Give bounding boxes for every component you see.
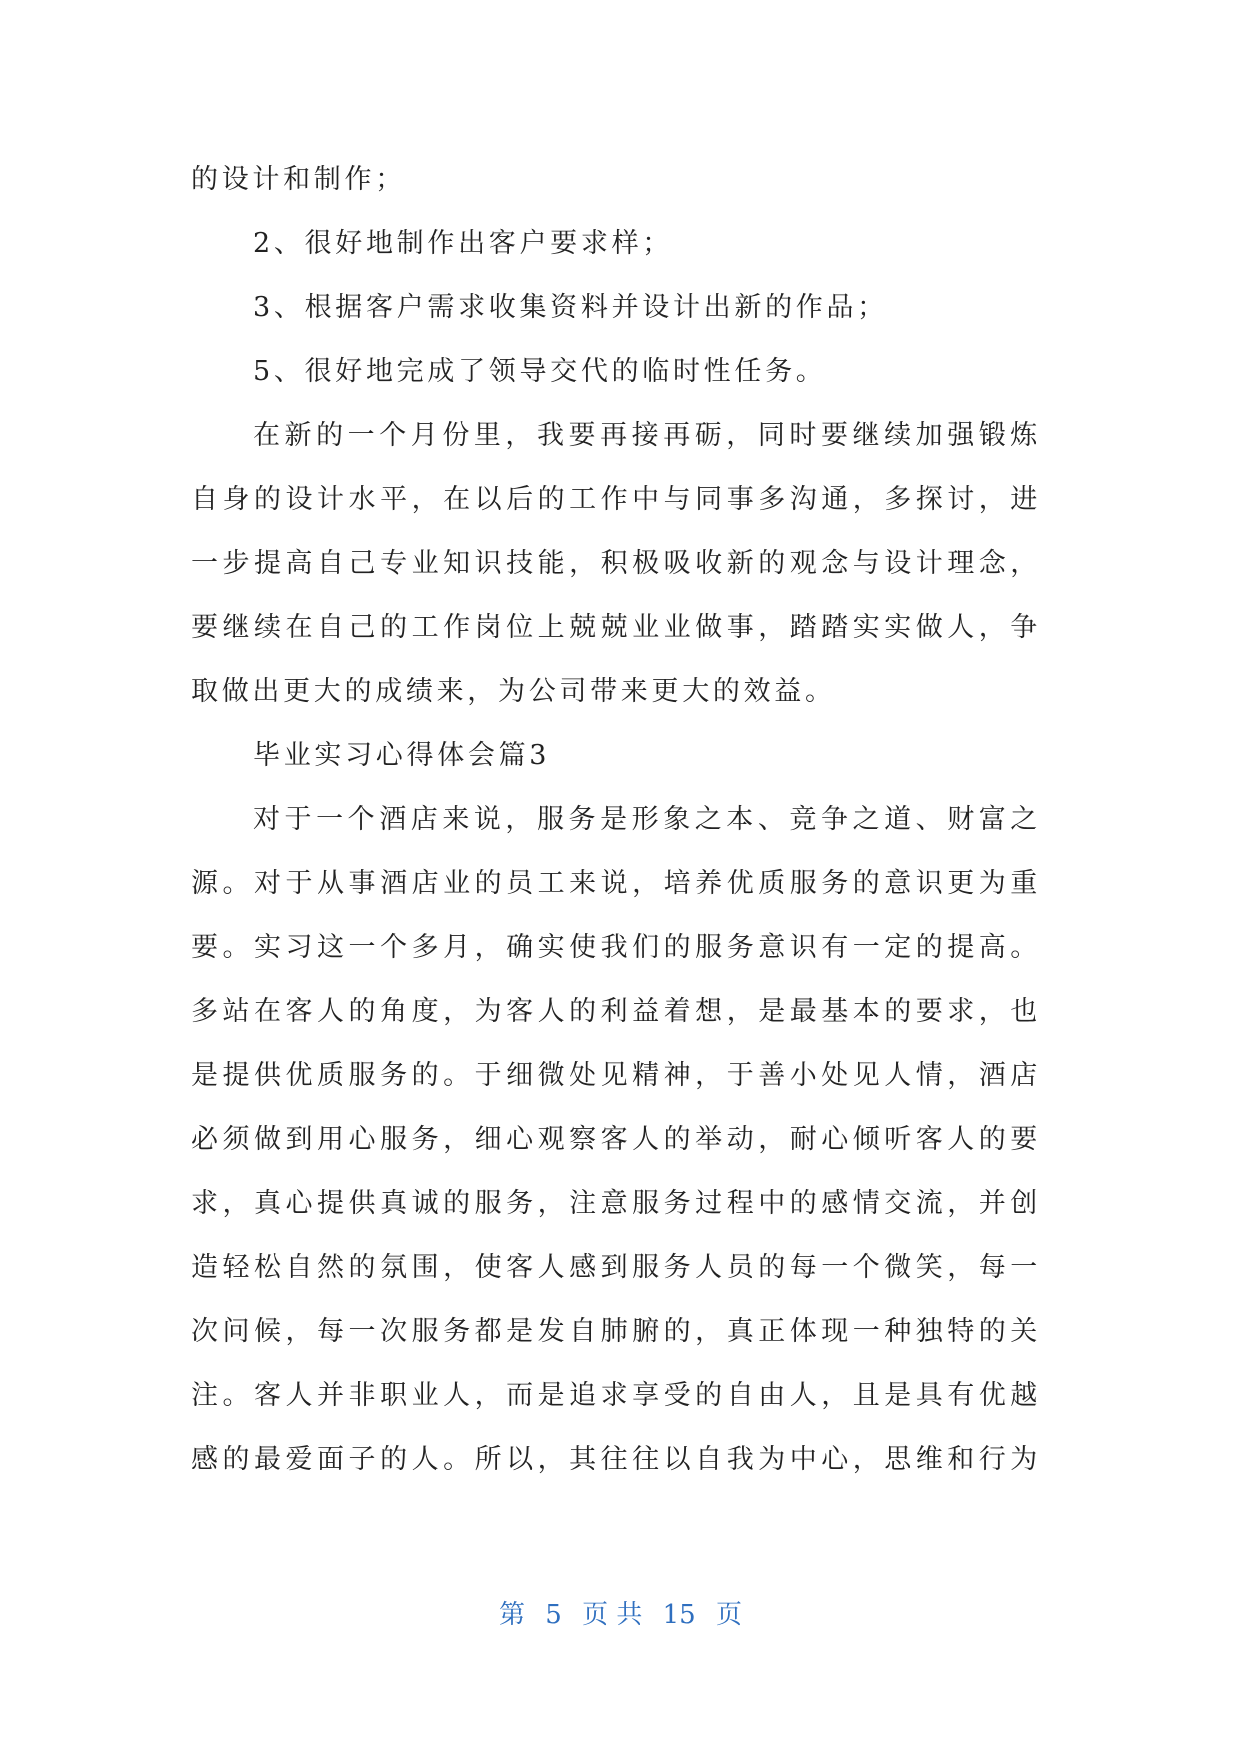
text-line: 造轻松自然的氛围，使客人感到服务人员的每一个微笑，每一 [191,1252,1041,1283]
page-footer [0,1594,1241,1631]
text-line: 取做出更大的成绩来，为公司带来更大的效益。 [191,676,836,707]
text-line: 对于一个酒店来说，服务是形象之本、竞争之道、财富之 [253,804,1041,835]
text-line: 次问候，每一次服务都是发自肺腑的，真正体现一种独特的关 [191,1316,1041,1347]
footer-suffix: 页 [715,1600,742,1630]
text-line: 自身的设计水平，在以后的工作中与同事多沟通，多探讨，进 [191,484,1041,515]
footer-total-pages: 15 [662,1600,696,1630]
text-line: 2、很好地制作出客户要求样； [253,228,673,259]
text-line: 多站在客人的角度，为客人的利益着想，是最基本的要求，也 [191,996,1041,1027]
text-line: 在新的一个月份里，我要再接再砺，同时要继续加强锻炼 [253,420,1041,451]
text-line: 求，真心提供真诚的服务，注意服务过程中的感情交流，并创 [191,1188,1041,1219]
text-line: 源。对于从事酒店业的员工来说，培养优质服务的意识更为重 [191,868,1041,899]
footer-prefix: 第 [499,1600,526,1630]
text-line: 感的最爱面子的人。所以，其往往以自我为中心，思维和行为 [191,1444,1041,1475]
text-line: 5、很好地完成了领导交代的临时性任务。 [253,356,827,387]
text-line: 3、根据客户需求收集资料并设计出新的作品； [253,292,888,323]
footer-middle: 页 共 [582,1600,643,1630]
text-line: 一步提高自己专业知识技能，积极吸收新的观念与设计理念， [191,548,1041,579]
text-line: 毕业实习心得体会篇3 [253,740,551,771]
text-line: 是提供优质服务的。于细微处见精神，于善小处见人情，酒店 [191,1060,1041,1091]
text-line: 注。客人并非职业人，而是追求享受的自由人，且是具有优越 [191,1380,1041,1411]
text-line: 的设计和制作； [191,164,406,195]
text-line: 要继续在自己的工作岗位上兢兢业业做事，踏踏实实做人，争 [191,612,1041,643]
text-line: 必须做到用心服务，细心观察客人的举动，耐心倾听客人的要 [191,1124,1041,1155]
text-line: 要。实习这一个多月，确实使我们的服务意识有一定的提高。 [191,932,1041,963]
footer-current-page: 5 [545,1600,562,1630]
document-body [191,148,1041,1492]
